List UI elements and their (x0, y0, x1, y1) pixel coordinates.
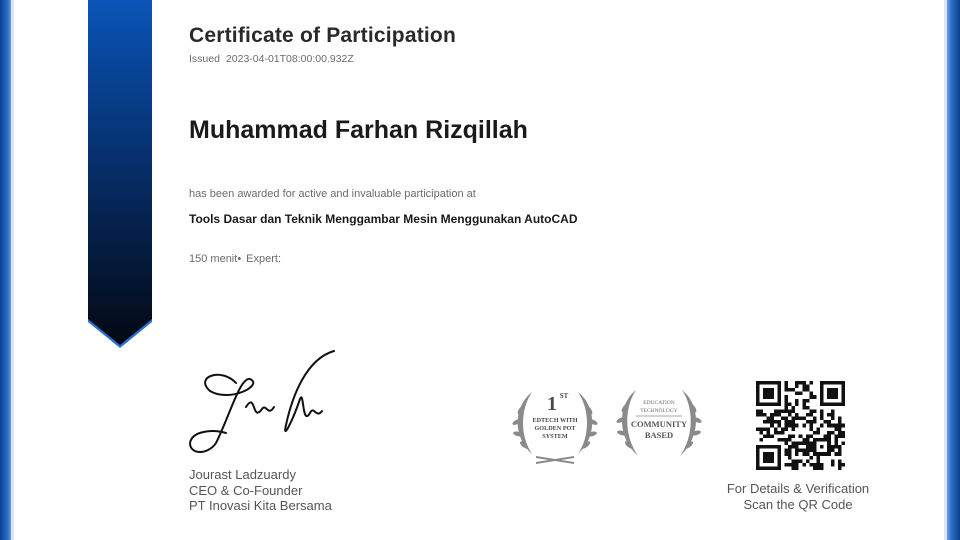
verification-line1: For Details & Verification (726, 481, 870, 496)
badge1-line3: GOLDEN POT (534, 425, 576, 432)
verification-text (700, 481, 896, 513)
ribbon-banner (88, 0, 152, 350)
duration-text: 150 menit (189, 253, 238, 265)
course-title: Tools Dasar dan Teknik Menggambar Mesin Menggunakan AutoCAD (189, 212, 578, 226)
badge2-line1: EDUCATION (643, 400, 675, 406)
badge1-line2: EDTECH WITH (532, 417, 578, 424)
badge2-line2: TECHNOLOGY (640, 408, 678, 414)
badge2-line3: COMMUNITY (630, 419, 688, 429)
signer-role: CEO & Co-Founder (189, 482, 303, 498)
verification-qr-code (756, 381, 845, 470)
recipient-name: Muhammad Farhan Rizqillah (189, 116, 528, 144)
issued-line (189, 53, 354, 65)
badge2-line4: BASED (644, 430, 674, 440)
badge1-rank: 1 (547, 393, 557, 415)
signature-image (186, 345, 346, 460)
signer-name: Jourast Ladzuardy (189, 467, 296, 482)
awarded-text: has been awarded for active and invaluable participation at (189, 188, 476, 200)
issued-label: Issued (189, 53, 220, 65)
meta-separator: • (237, 253, 242, 265)
badge1-line4: SYSTEM (542, 433, 568, 440)
course-meta (189, 253, 281, 265)
verification-line2: Scan the QR Code (743, 497, 853, 512)
signer-block (189, 467, 332, 514)
badge1-rank-suffix: ST (559, 392, 569, 400)
certificate-title: Certificate of Participation (189, 24, 456, 47)
right-frame-border (944, 0, 960, 540)
badge-community-based (612, 384, 706, 466)
signer-company: PT Inovasi Kita Bersama (189, 498, 332, 513)
issued-date: 2023-04-01T08:00:00.932Z (225, 53, 354, 65)
level-label: Expert: (246, 253, 282, 265)
badge-edtech-golden-pot (508, 384, 602, 466)
left-frame-border (0, 0, 14, 540)
